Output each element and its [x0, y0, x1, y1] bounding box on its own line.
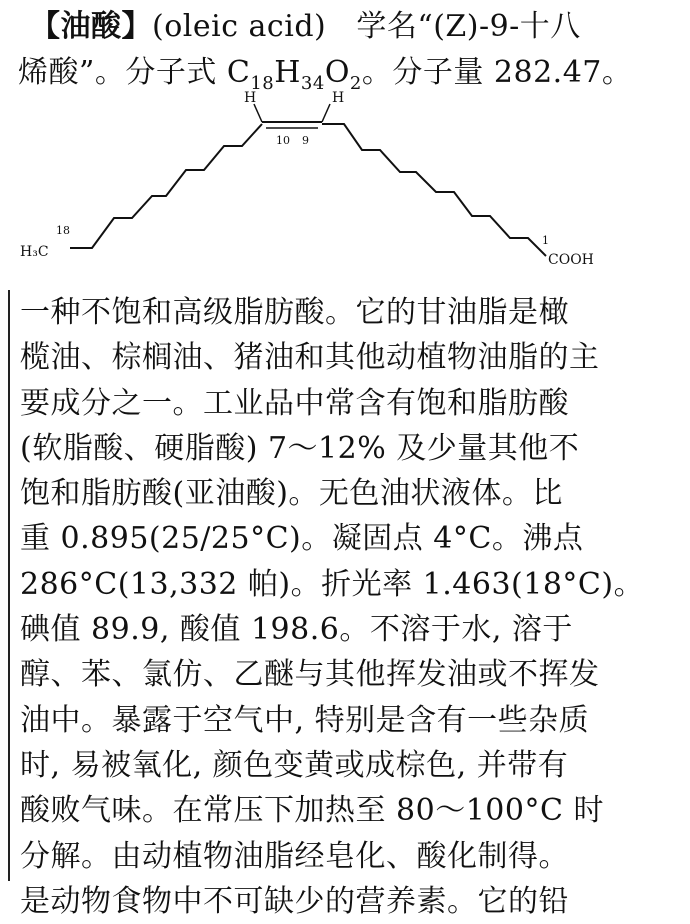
header-line-1	[30, 4, 678, 50]
body-line-3: 要成分之一。工业品中常含有饱和脂肪酸	[20, 385, 569, 421]
oleic-acid-structure-diagram	[14, 86, 674, 282]
carbon-10-label: 10	[276, 134, 290, 147]
carbon-chain-left	[70, 124, 262, 248]
body-line-2: 榄油、棕榈油、猪油和其他动植物油脂的主	[20, 340, 600, 376]
body-line-13: 分解。由动植物油脂经皂化、酸化制得。	[20, 838, 569, 874]
margin-rule	[8, 290, 10, 881]
body-line-7: 286°C(13,332 帕)。折光率 1.463(18°C)。	[20, 566, 645, 602]
body-line-14: 是动物食物中不可缺少的营养素。它的铅	[20, 883, 569, 919]
entry-body	[20, 290, 680, 924]
carbon-18-label: 18	[56, 224, 70, 237]
body-line-1: 一种不饱和高级脂肪酸。它的甘油脂是橄	[20, 295, 569, 330]
formula-h-subscript: 34	[300, 73, 325, 94]
formula-prefix: 烯酸”。分子式 C	[18, 55, 251, 90]
bond-to-h-right	[322, 104, 330, 122]
h-left-label: H	[244, 90, 257, 106]
body-line-9: 醇、苯、氯仿、乙醚与其他挥发油或不挥发	[20, 657, 600, 693]
body-line-10: 油中。暴露于空气中, 特别是含有一些杂质	[20, 702, 590, 738]
carbon-9-label: 9	[302, 134, 309, 147]
formula-o-subscript: 2	[349, 73, 362, 94]
body-line-4: (软脂酸、硬脂酸) 7～12% 及少量其他不	[20, 430, 580, 466]
systematic-name-start: 学名“(Z)-9-十八	[356, 9, 581, 44]
body-line-11: 时, 易被氧化, 颜色变黄或成棕色, 并带有	[20, 747, 569, 783]
carbon-1-label: 1	[542, 234, 549, 247]
carbon-chain-right	[322, 124, 546, 256]
bond-to-h-left	[254, 104, 262, 122]
body-line-8: 碘值 89.9, 酸值 198.6。不溶于水, 溶于	[20, 612, 573, 648]
molecular-weight: 。分子量 282.47。	[361, 55, 633, 90]
entry-term: 【油酸】	[30, 9, 152, 44]
formula-h: H	[274, 55, 301, 90]
entry-english-name: (oleic acid)	[152, 9, 327, 44]
body-line-6: 重 0.895(25/25°C)。凝固点 4°C。沸点	[20, 521, 584, 557]
h-right-label: H	[332, 90, 345, 106]
formula-o: O	[324, 55, 350, 90]
body-line-5: 饱和脂肪酸(亚油酸)。无色油状液体。比	[20, 476, 563, 512]
body-line-12: 酸败气味。在常压下加热至 80～100°C 时	[20, 793, 604, 829]
methyl-group-label: H₃C	[20, 244, 49, 260]
carboxyl-group-label: COOH	[548, 252, 594, 268]
formula-c-subscript: 18	[250, 73, 275, 94]
